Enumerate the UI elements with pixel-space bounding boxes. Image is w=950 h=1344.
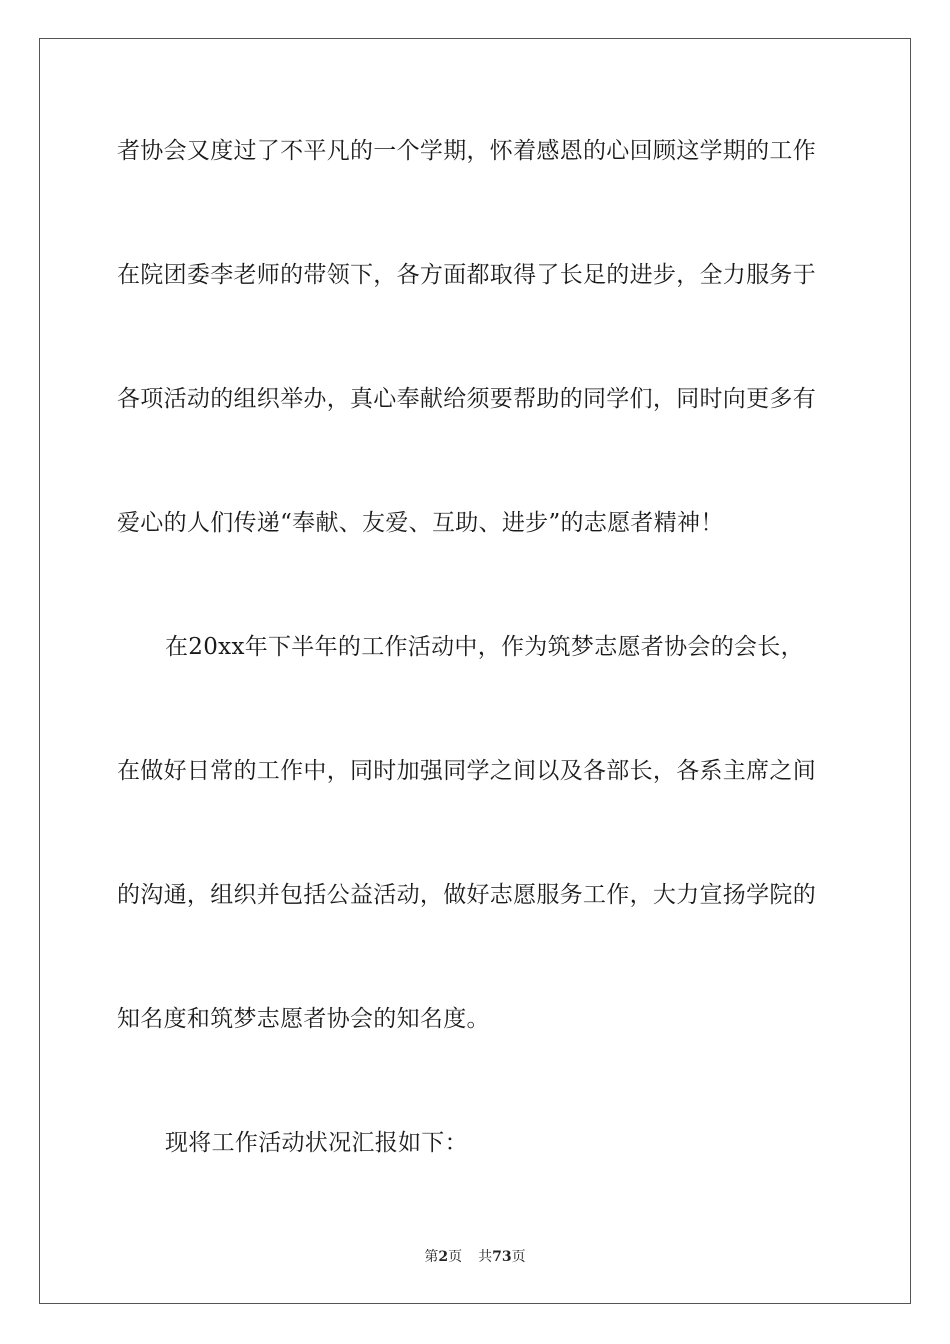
total-prefix: 共 [478,1249,493,1265]
paragraph-start-line: 在20xx年下半年的工作活动中，作为筑梦志愿者协会的会长， [165,634,804,660]
body-line-8: 知名度和筑梦志愿者协会的知名度。 [117,1006,490,1032]
page-prefix: 第 [424,1249,439,1265]
body-line-1: 者协会又度过了不平凡的一个学期，怀着感恩的心回顾这学期的工作 [117,138,816,164]
page-border [39,38,911,1304]
page-suffix: 页 [448,1249,463,1265]
page-number: 2 [438,1249,449,1265]
total-pages: 73 [492,1249,512,1265]
body-line-4: 爱心的人们传递“奉献、友爱、互助、进步”的志愿者精神！ [117,510,724,536]
body-line-2: 在院团委李老师的带领下，各方面都取得了长足的进步，全力服务于 [117,262,816,288]
body-line-3: 各项活动的组织举办，真心奉献给须要帮助的同学们，同时向更多有 [117,386,816,412]
page-footer [0,1248,950,1266]
report-intro-line: 现将工作活动状况汇报如下： [165,1130,468,1156]
body-line-7: 的沟通，组织并包括公益活动，做好志愿服务工作，大力宣扬学院的 [117,882,816,908]
body-line-6: 在做好日常的工作中，同时加强同学之间以及各部长，各系主席之间 [117,758,816,784]
total-suffix: 页 [511,1249,526,1265]
